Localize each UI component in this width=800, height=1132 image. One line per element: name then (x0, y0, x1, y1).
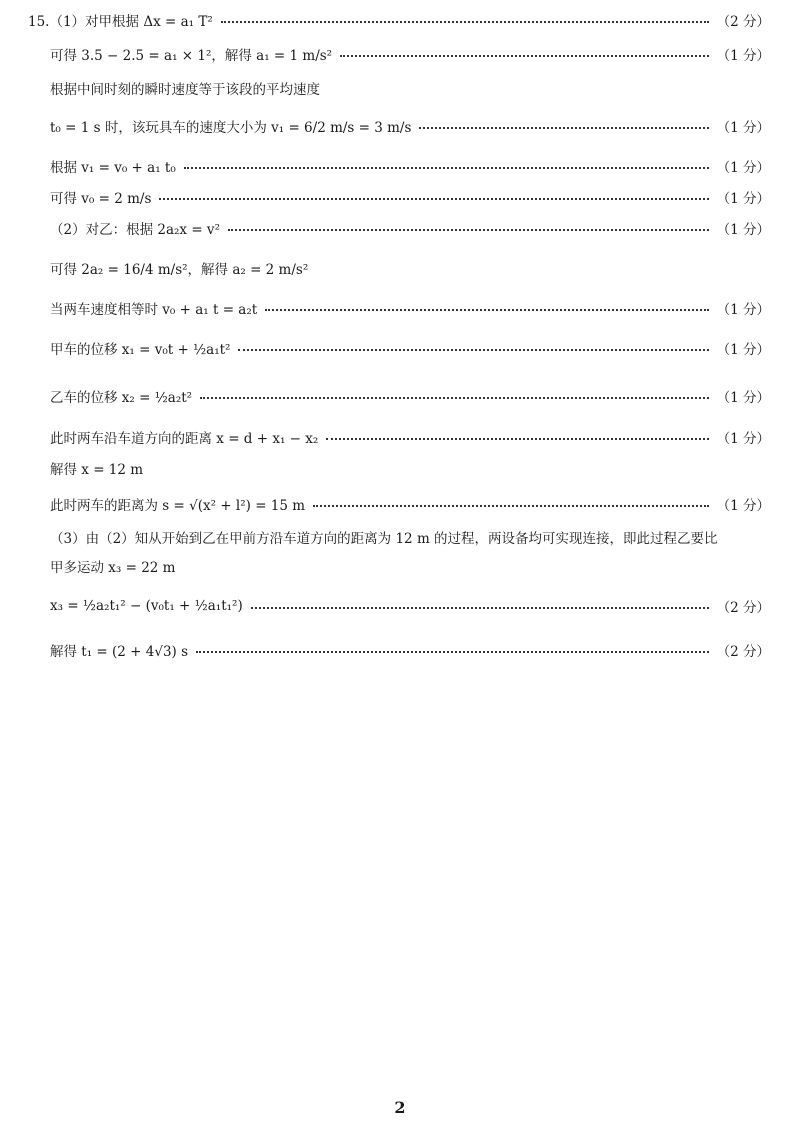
line-text: （3）由（2）知从开始到乙在甲前方沿车道方向的距离为 12 m 的过程，两设备均可实现连接，即此过程乙要比 (50, 531, 718, 547)
line-text: 此时两车的距离为 s = √(x² + l²) = 15 m (50, 498, 306, 514)
solution-line (50, 44, 770, 64)
leader-dots (184, 167, 709, 169)
score-label: （1 分） (716, 390, 770, 406)
solution-line (50, 218, 770, 238)
solution-line (50, 156, 770, 176)
leader-dots (326, 438, 708, 440)
solution-line (50, 427, 770, 447)
score-label: （2 分） (716, 644, 770, 660)
score-label: （1 分） (716, 120, 770, 136)
score-label: （1 分） (716, 498, 770, 514)
line-text: 可得 3.5 − 2.5 = a₁ × 1²，解得 a₁ = 1 m/s² (50, 48, 333, 64)
line-text: 可得 v₀ = 2 m/s (50, 191, 152, 207)
solution-line (50, 596, 770, 616)
page-number: 2 (394, 1098, 406, 1117)
leader-dots (251, 607, 709, 609)
solution-line (50, 386, 770, 406)
line-text: 甲多运动 x₃ = 22 m (50, 560, 176, 576)
line-text: 当两车速度相等时 v₀ + a₁ t = a₂t (50, 302, 258, 318)
solution-line (50, 458, 770, 478)
score-label: （2 分） (716, 600, 770, 616)
solution-line (50, 494, 770, 514)
leader-dots (265, 309, 708, 311)
leader-dots (419, 127, 708, 129)
solution-line (50, 338, 770, 358)
solution-line (50, 78, 770, 98)
line-text: 根据 v₁ = v₀ + a₁ t₀ (50, 160, 176, 176)
line-text: 可得 2a₂ = 16/4 m/s²，解得 a₂ = 2 m/s² (50, 262, 309, 278)
line-text: 根据中间时刻的瞬时速度等于该段的平均速度 (50, 82, 320, 98)
line-text: 解得 t₁ = (2 + 4√3) s (50, 644, 189, 660)
solution-line (50, 298, 770, 318)
score-label: （1 分） (716, 431, 770, 447)
leader-dots (200, 397, 709, 399)
score-label: （1 分） (716, 160, 770, 176)
solution-line (50, 258, 770, 278)
score-label: （2 分） (716, 14, 770, 30)
score-label: （1 分） (716, 48, 770, 64)
solution-line (50, 640, 770, 660)
leader-dots (238, 349, 708, 351)
leader-dots (221, 21, 709, 23)
solution-line (50, 527, 770, 547)
line-text: t₀ = 1 s 时，该玩具车的速度大小为 v₁ = 6/2 m/s = 3 m/s (50, 120, 412, 136)
leader-dots (228, 229, 709, 231)
line-text: 此时两车沿车道方向的距离 x = d + x₁ − x₂ (50, 431, 319, 447)
leader-dots (196, 651, 709, 653)
score-label: （1 分） (716, 222, 770, 238)
line-text: x₃ = ½a₂t₁² − (v₀t₁ + ½a₁t₁²) (50, 598, 243, 614)
line-text: 15.（1）对甲根据 Δx = a₁ T² (28, 14, 213, 30)
leader-dots (159, 198, 708, 200)
line-text: 乙车的位移 x₂ = ½a₂t² (50, 390, 193, 406)
solution-line (28, 10, 770, 30)
leader-dots (313, 505, 709, 507)
leader-dots (340, 55, 709, 57)
line-text: 解得 x = 12 m (50, 462, 144, 478)
line-text: 甲车的位移 x₁ = v₀t + ½a₁t² (50, 342, 231, 358)
score-label: （1 分） (716, 342, 770, 358)
solution-line (50, 116, 770, 136)
line-text: （2）对乙：根据 2a₂x = v² (50, 222, 220, 238)
solution-line (50, 556, 770, 576)
solution-line (50, 187, 770, 207)
score-label: （1 分） (716, 302, 770, 318)
score-label: （1 分） (716, 191, 770, 207)
